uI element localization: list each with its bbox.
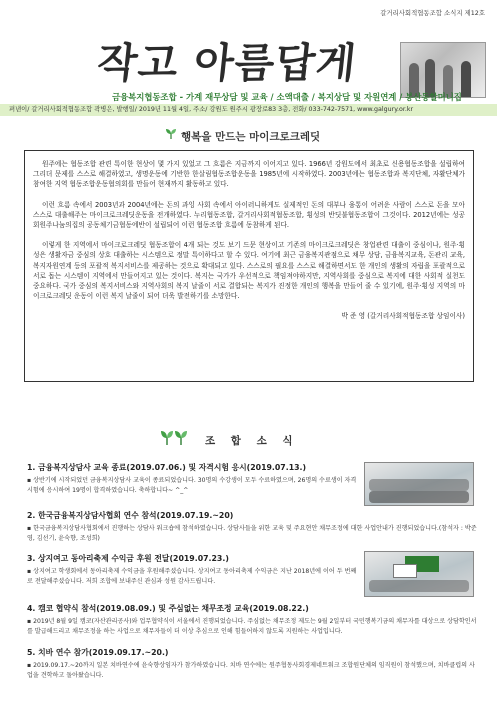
news-body-2: ▪ 한국금융복지상담사협회에서 진행하는 상담사 워크숍에 참석하였습니다. 상담사들을 위한 교육 및 주요현안 채무조정에 대한 사업안내가 진행되었습니다.(참석자 : 박준영, 김선기, 윤숙향, 조성희) (27, 525, 477, 542)
publisher-bar (0, 104, 497, 116)
masthead-title: 작고 아름답게 (95, 39, 360, 87)
essay-signature: 박 준 영 (갈거리사회적협동조합 상임이사) (341, 312, 465, 321)
news-item-5 (27, 647, 477, 680)
news-body-3: ▪ 상지여고 학생회에서 동아리축제 수익금을 후원해주셨습니다. 상지여고 동아리축제 수익금은 지난 2018년에 이어 두 번째로 전달해주셨습니다. 저희 조합에 보내주신 관심과 성원 감사드립니다. (27, 568, 357, 585)
news-photo-3 (364, 551, 474, 597)
issue-label: 갈거리사회적협동조합 소식지 제12호 (380, 9, 485, 17)
news-body-5: ▪ 2019.09.17.~20까지 일본 치바연수에 윤숙향상임자가 참가하였습니다. 치바 연수에는 원주협동사회경제네트워크 조합원단체의 임직원이 참석했으며, 치바클럽의 사업을 견학하고 돌아왔습니다. (27, 662, 475, 679)
newsletter-header (0, 0, 497, 118)
tagline: 금융복지협동조합 - 가계 재무상담 및 교육 / 소액대출 / 복지상담 및 자원연계 / 봉산동할머니집 (112, 92, 462, 102)
publisher-info: 펴낸이/ 갈거리사회적협동조합 곽병은, 발행일/ 2019년 11월 4일, 주소/ 강원도 원주시 광장로83 3층, 전화/ 033-742-7571, www.galgury.or.kr (9, 106, 414, 113)
news-heading-5: 5. 치바 연수 참가(2019.09.17.~20.) (27, 648, 169, 657)
essay-box (24, 150, 474, 382)
news-item-4 (27, 603, 477, 636)
leaf-icon (165, 128, 177, 140)
news-photo-1 (364, 462, 474, 506)
essay-paragraph-1: 원주에는 협동조합 관련 특이한 현상이 몇 가지 있었고 그 흐름은 지금까지 이어지고 있다. 1966년 강원도에서 최초로 신용협동조합을 설립하여 그리더 문제를 스스로 해결하였고, 생명운동에 기반한 한살림협동조합운동을 1985년에 시작하였다. 2003년에는 협동조합과 복지단체, 자활단체가 참여한 지역 협동조합운동협의회를 만들어 현재까지 활동하고 있다. (33, 160, 465, 189)
news-heading-2: 2. 한국금융복지상담사협회 연수 참석(2019.07.19.~20) (27, 511, 234, 520)
news-item-2 (27, 510, 477, 543)
essay-paragraph-3: 이렇게 한 지역에서 마이크로크레딧 협동조합이 4개 되는 것도 보기 드문 현상이고 기존의 마이크로크레딧은 창업관련 대출이 중심이나, 원주·횡성은 생활자금 중심의 상호 대출하는 시스템으로 정말 특이하다고 할 수 있다. 여기에 최근 금융복지관점으로 채무 상담, 금융복지교육, 돈관리 교육, 복지자원연계 등의 포괄적 복지서비스를 제공하는 것으로 확대되고 있다. 스스로의 필요를 스스로 해결하면서도 한 개인의 생활의 자립을 포괄적으로 서로 돕는 시스템이 지역에서 만들어지고 있는 것이다. 복지는 국가가 우선적으로 책임져야하지만, 지역사회를 중심으로 복지에 대한 사회적 실천도 중요하다. 국가 중심의 복지서비스와 지역사회의 복지 날줄이 서로 결합되는 복지가 진정한 개인의 행복을 만들어 줄 수 있기에, 원주·횡성 지역의 마이크로크레딧 운동이 이런 복지 날줄이 되어 더욱 발전하기를 소망한다. (33, 241, 465, 301)
news-title: 조 합 소 식 (205, 435, 299, 447)
news-heading-3: 3. 상지여고 동아리축제 수익금 후원 전달(2019.07.23.) (27, 554, 229, 563)
essay-title: 행복을 만드는 마이크로크레딧 (181, 131, 321, 143)
essay-paragraph-2: 이런 흐름 속에서 2003년과 2004년에는 돈의 과잉 사회 속에서 아이러니하게도 실제적인 돈의 대부나 융통이 어려운 사람이 스스로 돈을 모아 스스로 대출해주는 마이크로크레딧운동을 전개하였다. 누리협동조합, 갈거리사회적협동조합, 횡성의 반딧불협동조합이 그것이다. 2012년에는 성공회원주나눔의집의 공동체기금협동에반이 설립되어 이런 협동조합 흐름에 동참하게 된다. (33, 200, 465, 230)
sprout-icon (160, 430, 188, 446)
news-body-1: ▪ 상반기에 시작되었던 금융복지상담사 교육이 종료되었습니다. 30명의 수강생이 모두 수료하였으며, 26명의 수료생이 자격시험에 응시하여 19명이 합격하였습니다. 축하합니다~ ^_^ (27, 477, 357, 494)
news-body-4: ▪ 2019년 8월 9일 캠코(자산관리공사)와 업무협약식이 서울에서 진행되었습니다. 주심없는 채무조정 제도는 9월 2일부터 국민행복기금의 채무자를 대상으로 상담학인서를 발급해드리고 채무조정을 하는 사업으로 채무자들이 더 이상 추심으로 인해 힘들어하지 않도록 지원하는 사업입니다. (27, 618, 477, 635)
header-photo (400, 42, 486, 98)
news-heading-1: 1. 금융복지상담사 교육 종료(2019.07.06.) 및 자격시험 응시(2019.07.13.) (27, 463, 307, 472)
news-heading-4: 4. 캠코 협약식 참석(2019.08.09.) 및 주심없는 채무조정 교육(2019.08.22.) (27, 604, 309, 613)
